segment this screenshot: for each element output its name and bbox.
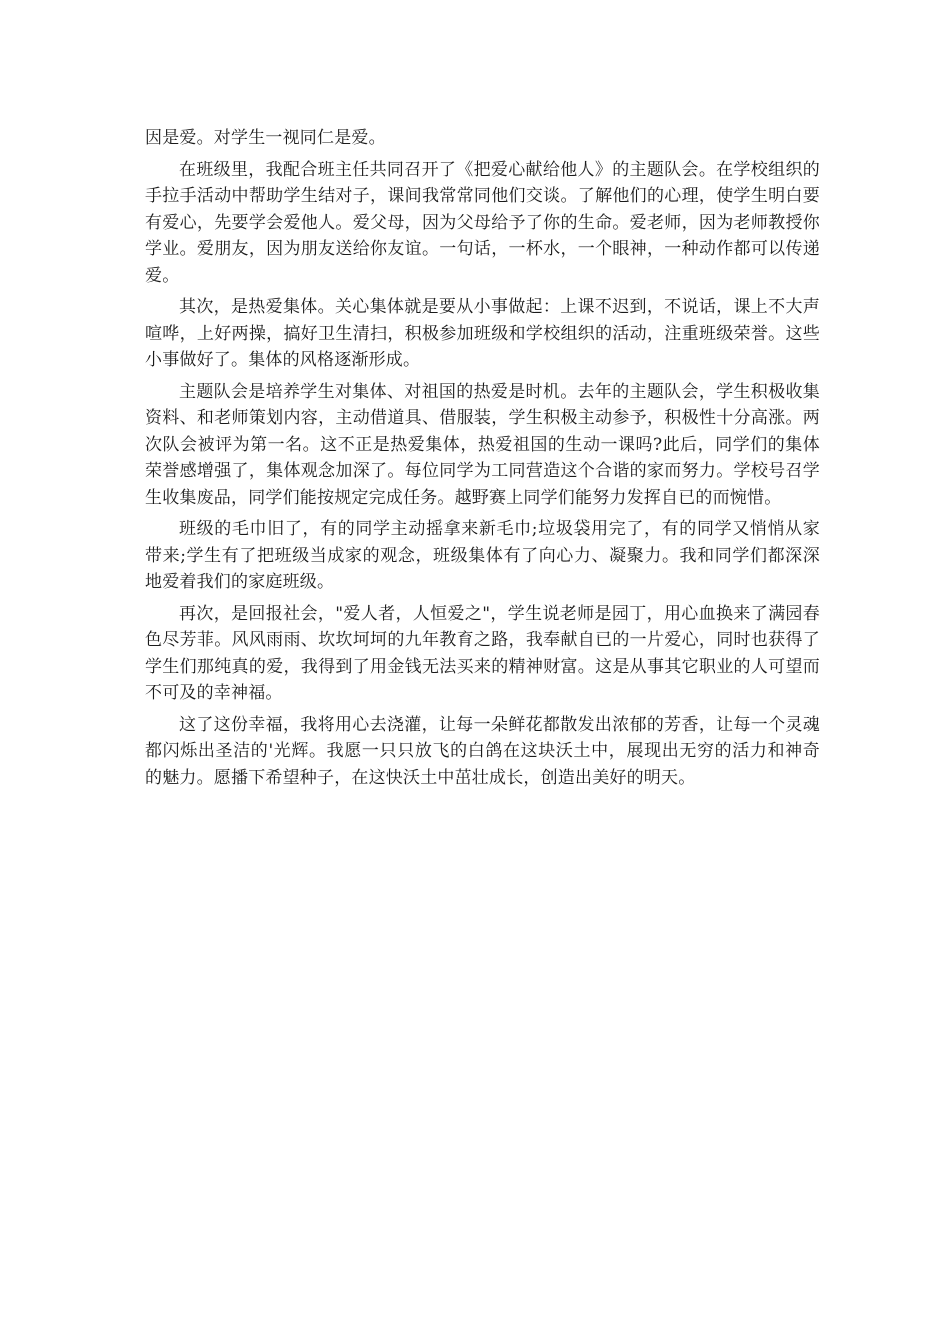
document-body: [145, 125, 820, 796]
paragraph-repay-society: 再次，是回报社会，"爱人者，人恒爱之"，学生说老师是园丁，用心血换来了满园春色尽芳菲。风风雨雨、坎坎坷坷的九年教育之路，我奉献自已的一片爱心，同时也获得了学生们那纯真的爱，我得到了用金钱无法买来的精神财富。这是从事其它职业的人可望而不可及的幸神福。: [145, 603, 820, 703]
paragraph-class-towel: 班级的毛巾旧了，有的同学主动摇拿来新毛巾;垃圾袋用完了，有的同学又悄悄从家带来;学生有了把班级当成家的观念，班级集体有了向心力、凝聚力。我和同学们都深深地爱着我们的家庭班级。: [145, 519, 820, 592]
paragraph-class-meeting: 在班级里，我配合班主任共同召开了《把爱心献给他人》的主题队会。在学校组织的手拉手活动中帮助学生结对子，课间我常常同他们交谈。了解他们的心理，使学生明白要有爱心，先要学会爱他人。爱父母，因为父母给予了你的生命。爱老师，因为老师教授你学业。爱朋友，因为朋友送给你友谊。一句话，一杯水，一个眼神，一种动作都可以传递爱。: [145, 159, 820, 286]
paragraph-love-collective: 其次，是热爱集体。关心集体就是要从小事做起：上课不迟到，不说话，课上不大声喧哗，上好两操，搞好卫生清扫，积极参加班级和学校组织的活动，注重班级荣誉。这些小事做好了。集体的风格逐渐形成。: [145, 297, 820, 370]
paragraph-conclusion: 这了这份幸福，我将用心去浇灌，让每一朵鲜花都散发出浓郁的芳香，让每一个灵魂都闪烁出圣洁的'光辉。我愿一只只放飞的白鸽在这块沃土中，展现出无穷的活力和神奇的魅力。愿播下希望种子，在这快沃土中茁壮成长，创造出美好的明天。: [145, 714, 820, 788]
paragraph-continued: 因是爱。对学生一视同仁是爱。: [145, 128, 386, 148]
paragraph-theme-meeting: 主题队会是培养学生对集体、对祖国的热爱是时机。去年的主题队会，学生积极收集资料、和老师策划内容，主动借道具、借服装，学生积极主动参予，积极性十分高涨。两次队会被评为第一名。这不正是热爱集体，热爱祖国的生动一课吗?此后，同学们的集体荣誉感增强了，集体观念加深了。每位同学为工同营造这个合谐的家而努力。学校号召学生收集废品，同学们能按规定完成任务。越野赛上同学们能努力发挥自已的而惋惜。: [145, 381, 820, 508]
